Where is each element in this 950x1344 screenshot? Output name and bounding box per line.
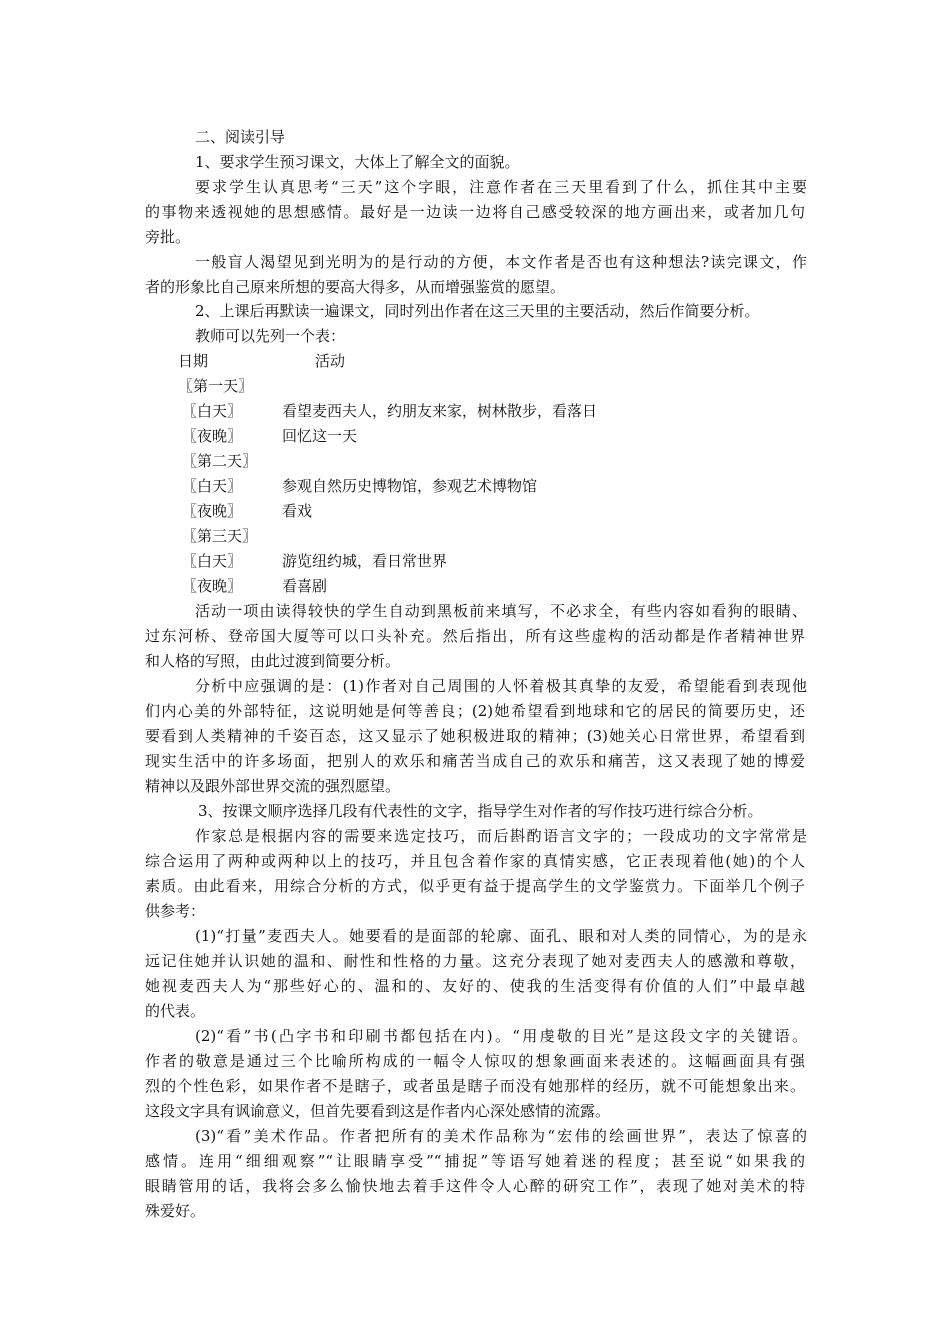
table-row-date: 〖第二天〗 — [182, 452, 258, 470]
paragraph-6-line-2: 过东河桥、登帝国大厦等可以口头补充。然后指出，所有这些虚构的活动都是作者精神世界 — [145, 627, 805, 645]
table-row-activity: 回忆这一天 — [282, 427, 358, 445]
paragraph-2-line-1: 要求学生认真思考“三天”这个字眼，注意作者在三天里看到了什么，抓住其中主要 — [195, 178, 807, 196]
paragraph-10-line-2: 远记住她并认识她的温和、耐性和性格的力量。这充分表现了她对麦西夫人的感激和尊敬， — [145, 952, 805, 970]
paragraph-10-line-4: 的代表。 — [145, 1002, 206, 1020]
paragraph-9-line-1: 作家总是根据内容的需要来选定技巧，而后斟酌语言文字的；一段成功的文字常常是 — [195, 827, 807, 845]
table-row-activity: 看戏 — [282, 502, 313, 520]
paragraph-5: 教师可以先列一个表： — [195, 327, 346, 345]
paragraph-10-line-1: (1)“打量”麦西夫人。她要看的是面部的轮廓、面孔、眼和对人类的同情心，为的是永 — [195, 927, 807, 945]
paragraph-12-line-1: (3)“看”美术作品。作者把所有的美术作品称为“宏伟的绘画世界”，表达了惊喜的 — [195, 1127, 807, 1145]
paragraph-6-line-1: 活动一项由读得较快的学生自动到黑板前来填写，不必求全，有些内容如看狗的眼睛、 — [195, 602, 807, 620]
table-header-activity: 活动 — [315, 352, 346, 370]
paragraph-4: 2、上课后再默读一遍课文，同时列出作者在这三天里的主要活动，然后作简要分析。 — [195, 302, 760, 320]
section-heading: 二、阅读引导 — [195, 128, 286, 146]
paragraph-12-line-2: 感情。连用“细细观察”“让眼睛享受”“捕捉”等语写她着迷的程度；甚至说“如果我的 — [145, 1152, 805, 1170]
table-row-activity: 游览纽约城，看日常世界 — [282, 552, 448, 570]
paragraph-6-line-3: 和人格的写照，由此过渡到简要分析。 — [145, 652, 401, 670]
table-row-date: 〖夜晚〗 — [182, 502, 243, 520]
table-row-activity: 参观自然历史博物馆，参观艺术博物馆 — [282, 477, 538, 495]
table-row-date: 〖夜晚〗 — [182, 427, 243, 445]
table-row-date: 〖第三天〗 — [182, 527, 258, 545]
table-header-date: 日期 — [178, 352, 209, 370]
paragraph-3-line-2: 者的形象比自己原来所想的要高大得多，从而增强鉴赏的愿望。 — [145, 278, 566, 296]
paragraph-3-line-1: 一般盲人渴望见到光明为的是行动的方便，本文作者是否也有这种想法?读完课文，作 — [195, 253, 807, 271]
paragraph-7-line-2: 们内心美的外部特征，这说明她是何等善良；(2)她希望看到地球和它的居民的简要历史，还 — [145, 702, 805, 720]
table-row-date: 〖白天〗 — [182, 402, 243, 420]
paragraph-7-line-5: 精神以及跟外部世界交流的强烈愿望。 — [145, 777, 401, 795]
paragraph-11-line-2: 作者的敬意是通过三个比喻所构成的一幅令人惊叹的想象画面来表述的。这幅画面具有强 — [145, 1052, 805, 1070]
paragraph-8: 3、按课文顺序选择几段有代表性的文字，指导学生对作者的写作技巧进行综合分析。 — [198, 802, 763, 820]
table-row-date: 〖白天〗 — [182, 477, 243, 495]
table-row-date: 〖第一天〗 — [178, 377, 254, 395]
paragraph-11-line-1: (2)“看”书(凸字书和印刷书都包括在内)。“用虔敬的目光”是这段文字的关键语。 — [195, 1027, 807, 1045]
paragraph-2-line-3: 旁批。 — [145, 228, 191, 246]
paragraph-7-line-3: 要看到人类精神的千姿百态，这又显示了她积极进取的精神；(3)她关心日常世界，希望看到 — [145, 727, 805, 745]
paragraph-7-line-1: 分析中应强调的是：(1)作者对自己周围的人怀着极其真挚的友爱，希望能看到表现他 — [195, 677, 807, 695]
paragraph-10-line-3: 她视麦西夫人为“那些好心的、温和的、友好的、使我的生活变得有价值的人们”中最卓越 — [145, 977, 805, 995]
paragraph-7-line-4: 现实生活中的许多场面，把别人的欢乐和痛苦当成自己的欢乐和痛苦，这又表现了她的博爱 — [145, 752, 805, 770]
table-row-date: 〖白天〗 — [182, 552, 243, 570]
paragraph-1: 1、要求学生预习课文，大体上了解全文的面貌。 — [195, 153, 520, 171]
table-row-date: 〖夜晚〗 — [182, 577, 243, 595]
paragraph-12-line-3: 眼睛管用的话，我将会多么愉快地去着手这件令人心醉的研究工作”，表现了她对美术的特 — [145, 1177, 805, 1195]
table-row-activity: 看喜剧 — [282, 577, 328, 595]
paragraph-12-line-4: 殊爱好。 — [145, 1202, 206, 1220]
paragraph-11-line-3: 烈的个性色彩，如果作者不是瞎子，或者虽是瞎子而没有她那样的经历，就不可能想象出来。 — [145, 1077, 805, 1095]
table-row-activity: 看望麦西夫人，约朋友来家，树林散步，看落日 — [282, 402, 598, 420]
paragraph-11-line-4: 这段文字具有讽谕意义，但首先要看到这是作者内心深处感情的流露。 — [145, 1102, 611, 1120]
paragraph-9-line-2: 综合运用了两种或两种以上的技巧，并且包含着作家的真情实感，它正表现着他(她)的个人 — [145, 852, 805, 870]
paragraph-9-line-3: 素质。由此看来，用综合分析的方式，似乎更有益于提高学生的文学鉴赏力。下面举几个例子 — [145, 877, 805, 895]
paragraph-9-line-4: 供参考： — [145, 902, 206, 920]
paragraph-2-line-2: 的事物来透视她的思想感情。最好是一边读一边将自己感受较深的地方画出来，或者加几句 — [145, 203, 805, 221]
